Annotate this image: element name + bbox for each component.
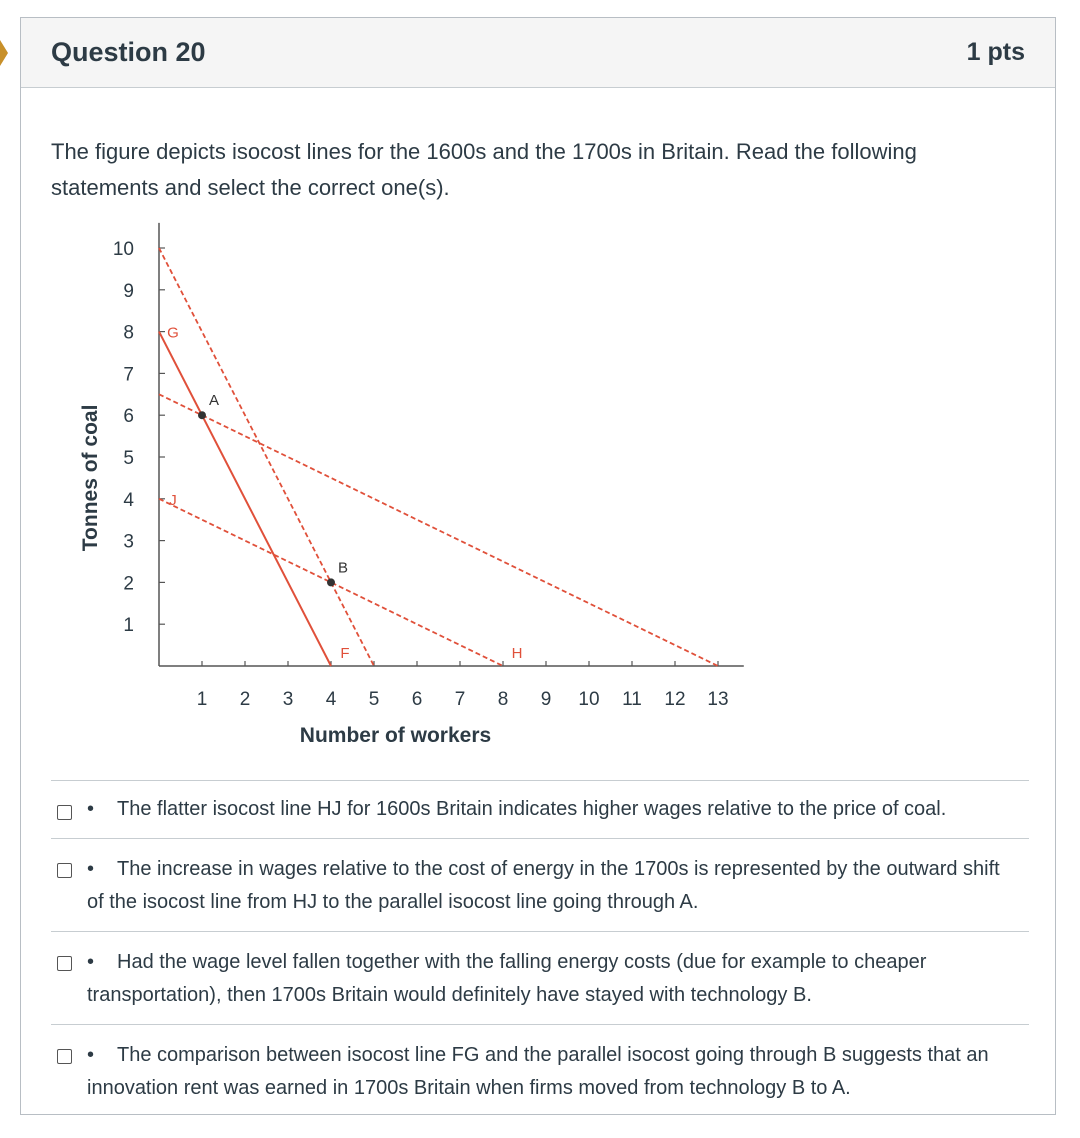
x-tick-label: 6	[411, 689, 423, 710]
isocost-chart	[51, 218, 751, 768]
x-tick-label: 11	[622, 689, 642, 710]
y-tick-label: 9	[123, 280, 134, 302]
answer-text: The increase in wages relative to the cost of energy in the 1700s is represented by the outward shift of the isocost line from HJ to the parallel isocost line going through A.	[87, 858, 1000, 913]
answer-option[interactable]	[51, 1024, 1029, 1117]
answer-list	[51, 780, 1029, 1117]
y-tick-label: 5	[123, 448, 134, 469]
current-question-marker	[0, 40, 8, 66]
y-tick-label: 4	[123, 489, 134, 511]
answer-checkbox[interactable]	[57, 956, 72, 971]
x-axis-label: Number of workers	[299, 724, 492, 747]
question-title: Question 20	[51, 37, 206, 67]
answer-checkbox[interactable]	[57, 1049, 72, 1064]
question-text: The figure depicts isocost lines for the 1600s and the 1700s in Britain. Read the following statements and select the correct one(s).	[51, 139, 917, 200]
x-tick-label: 4	[325, 689, 337, 710]
answer-option[interactable]	[51, 780, 1029, 838]
bullet: •	[87, 858, 95, 880]
isocost-line	[159, 394, 718, 666]
bullet: •	[87, 1044, 95, 1066]
y-axis-label: Tonnes of coal	[79, 404, 102, 552]
question-card	[20, 17, 1056, 1115]
point-label: B	[337, 559, 349, 577]
y-tick-label: 10	[112, 239, 134, 260]
y-tick-label: 2	[123, 573, 134, 595]
y-tick-label: 7	[123, 364, 134, 386]
x-tick-label: 13	[707, 689, 729, 710]
answer-text: The flatter isocost line HJ for 1600s Britain indicates higher wages relative to the price of coal.	[117, 798, 947, 820]
x-tick-label: 7	[454, 689, 466, 710]
x-tick-label: 12	[664, 689, 686, 710]
x-tick-label: 10	[578, 689, 600, 710]
y-tick-label: 6	[123, 406, 134, 428]
x-tick-label: 5	[368, 689, 380, 710]
bullet: •	[87, 951, 95, 973]
answer-option[interactable]	[51, 838, 1029, 931]
answer-checkbox[interactable]	[57, 863, 72, 878]
point-label: A	[208, 392, 220, 410]
point-marker	[327, 578, 335, 586]
y-tick-label: 3	[123, 531, 134, 553]
y-tick-label: 8	[123, 322, 134, 344]
bullet: •	[87, 798, 95, 820]
x-tick-label: 8	[497, 689, 509, 710]
point-marker	[198, 411, 206, 419]
x-tick-label: 3	[282, 689, 294, 710]
x-tick-label: 9	[540, 689, 552, 710]
question-header	[21, 18, 1055, 88]
isocost-figure	[51, 218, 751, 768]
line-label: F	[340, 645, 350, 662]
isocost-line	[159, 332, 331, 666]
question-points: 1 pts	[966, 38, 1025, 66]
answer-option[interactable]	[51, 931, 1029, 1024]
line-label: J	[169, 491, 177, 509]
line-label: G	[167, 324, 179, 342]
x-tick-label: 1	[196, 689, 208, 710]
answer-text: The comparison between isocost line FG and the parallel isocost going through B suggests that an innovation rent was earned in 1700s Britain when firms moved from technology B to A.	[87, 1044, 989, 1099]
answer-text: Had the wage level fallen together with the falling energy costs (due for example to cheaper transportation), then 1700s Britain would definitely have stayed with technology B.	[87, 951, 927, 1006]
y-tick-label: 1	[123, 615, 134, 637]
answer-checkbox[interactable]	[57, 805, 72, 820]
isocost-line	[159, 248, 374, 666]
line-label: H	[511, 645, 523, 662]
x-tick-label: 2	[239, 689, 251, 710]
